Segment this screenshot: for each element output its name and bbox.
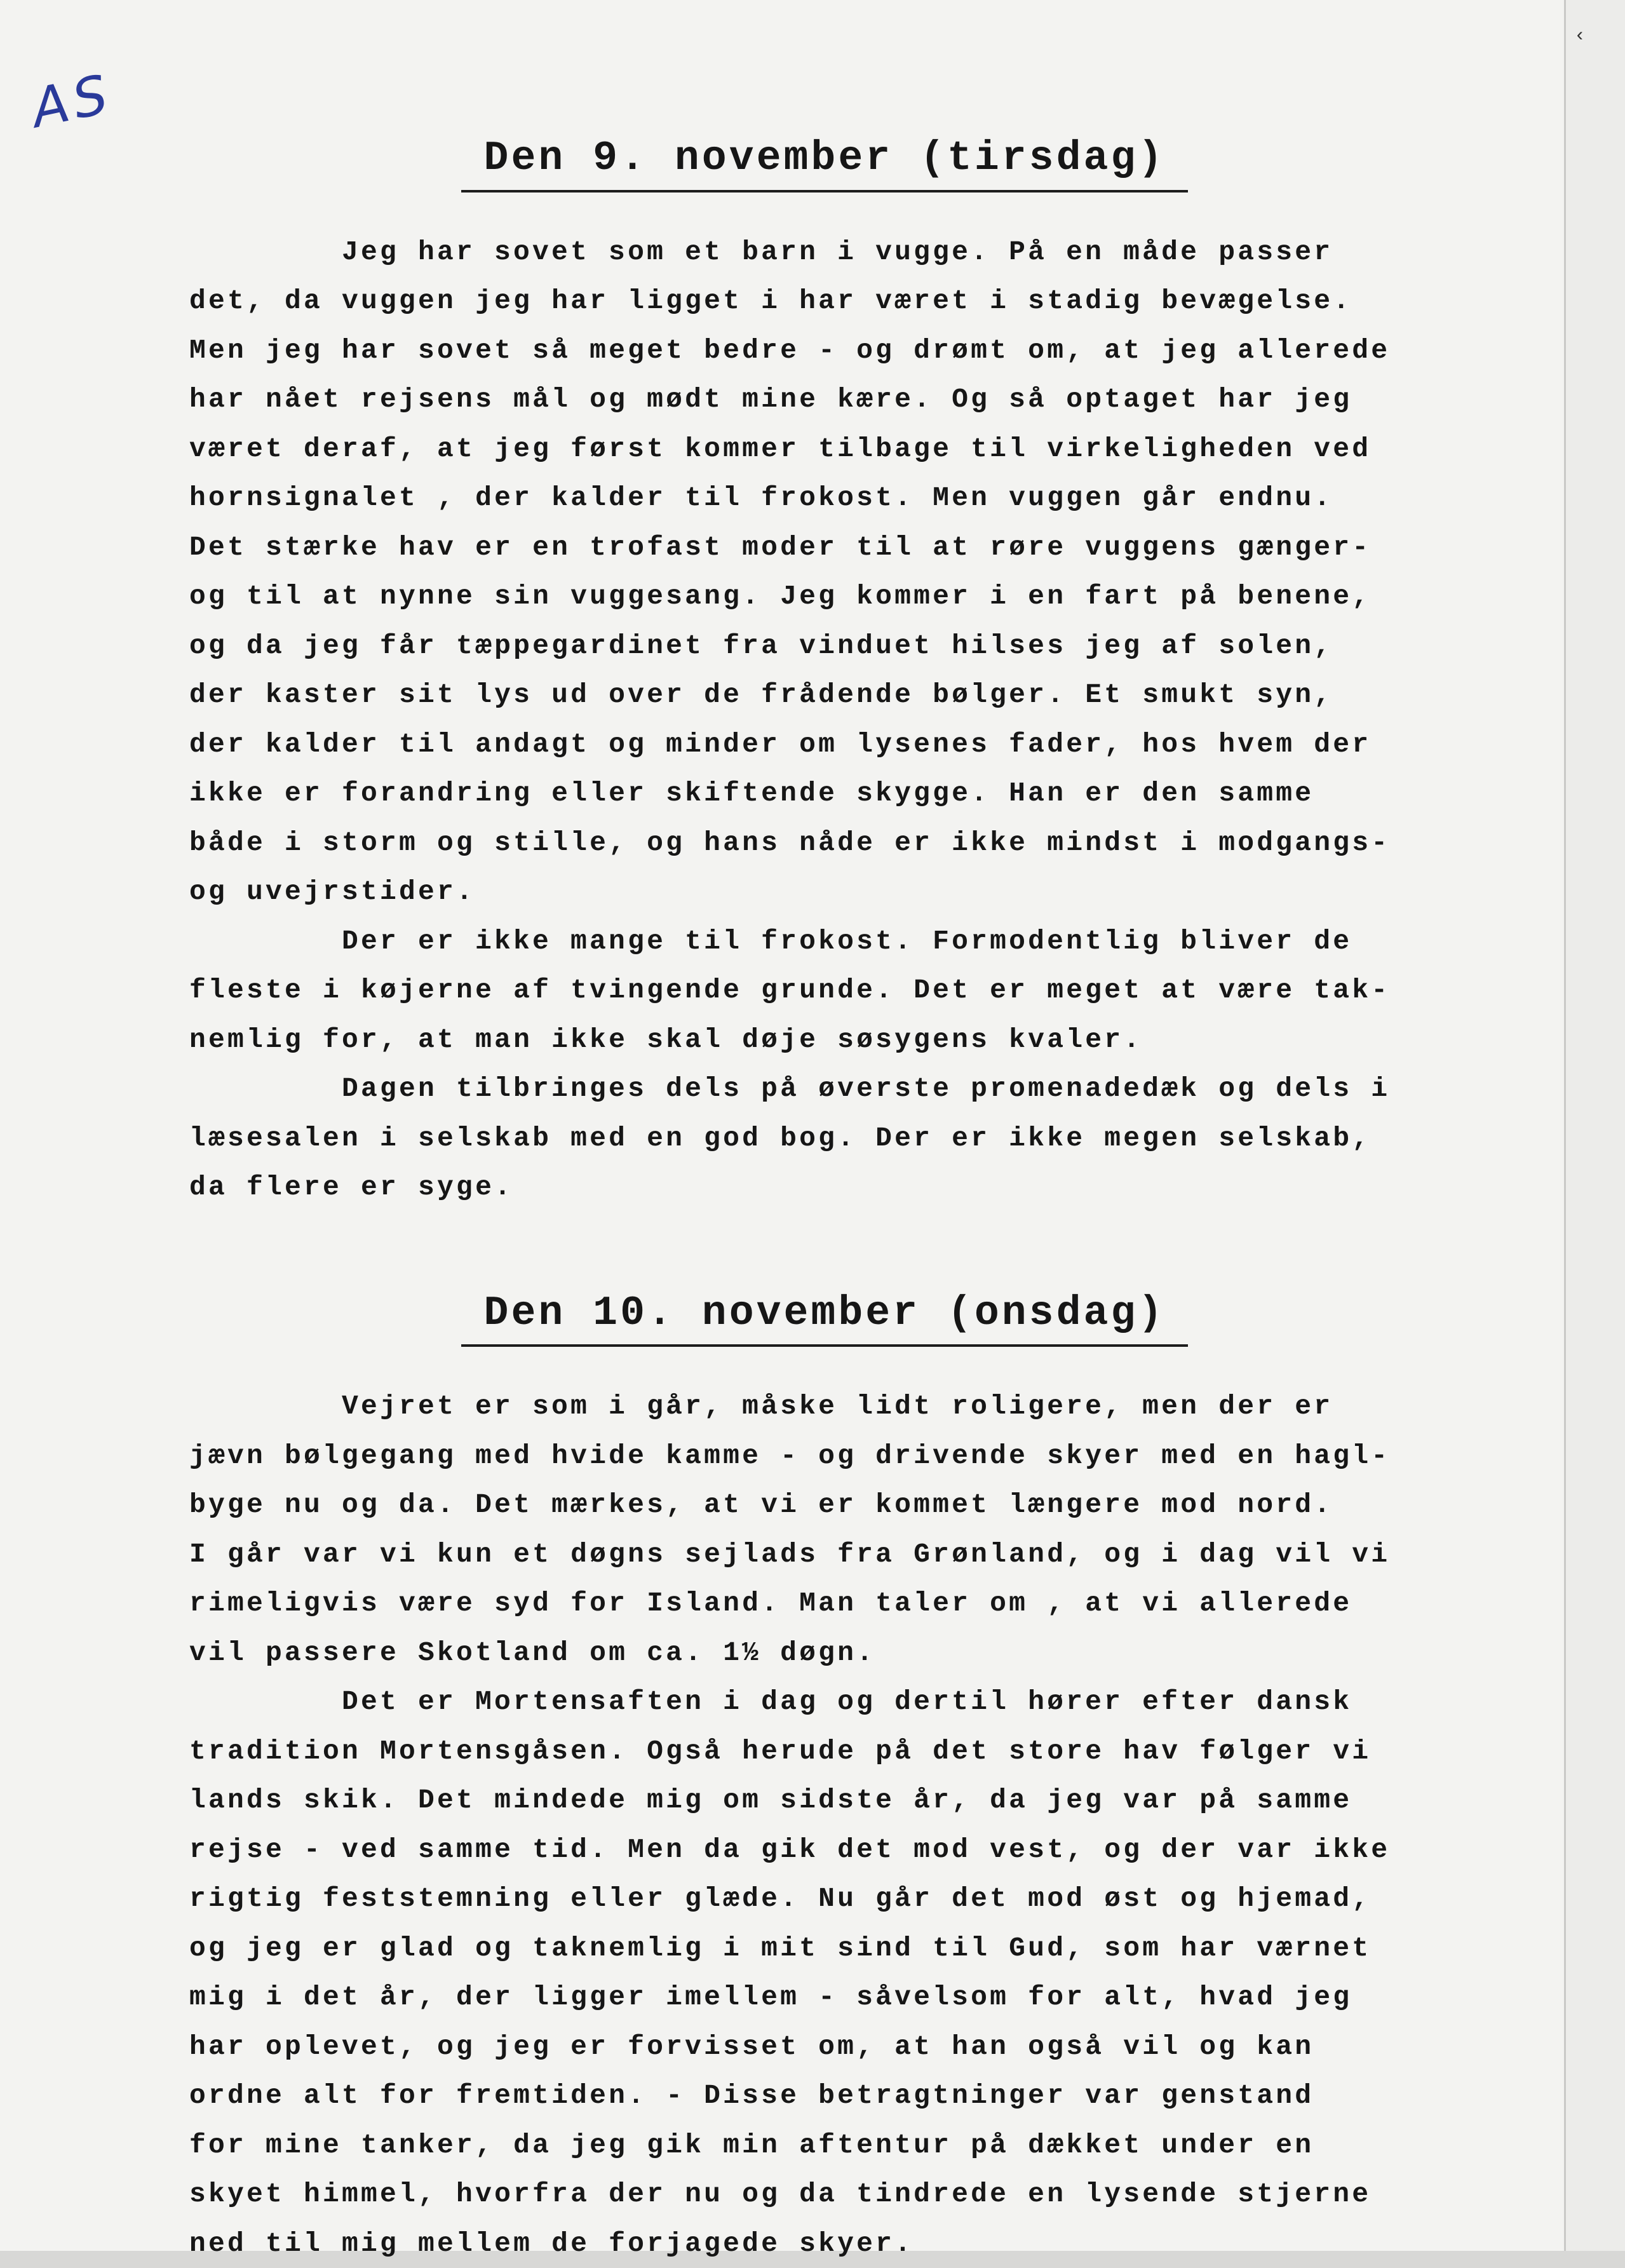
text-line: tradition Mortensgåsen. Også herude på det store hav følger vi: [189, 1727, 1460, 1776]
text-line: jævn bølgegang med hvide kamme - og drivende skyer med en hagl-: [189, 1431, 1460, 1481]
text-line: for mine tanker, da jeg gik min aftentur på dækket under en: [189, 2121, 1460, 2170]
paragraph: [189, 917, 1460, 1065]
text-line: og til at nynne sin vuggesang. Jeg kommer i en fart på benene,: [189, 572, 1460, 621]
text-line: Det stærke hav er en trofast moder til at røre vuggens gænger-: [189, 523, 1460, 572]
text-line: rimeligvis være syd for Island. Man taler om , at vi allerede: [189, 1579, 1460, 1628]
text-line: skyet himmel, hvorfra der nu og da tindrede en lysende stjerne: [189, 2170, 1460, 2219]
text-line: og da jeg får tæppegardinet fra vinduet hilses jeg af solen,: [189, 621, 1460, 671]
text-line: både i storm og stille, og hans nåde er ikke mindst i modgangs-: [189, 818, 1460, 868]
text-line: ordne alt for fremtiden. - Disse betragtninger var genstand: [189, 2071, 1460, 2121]
text-line: der kaster sit lys ud over de frådende bølger. Et smukt syn,: [189, 670, 1460, 720]
text-line: har oplevet, og jeg er forvisset om, at han også vil og kan: [189, 2022, 1460, 2072]
text-line: vil passere Skotland om ca. 1½ døgn.: [189, 1628, 1460, 1678]
text-line: været deraf, at jeg først kommer tilbage til virkeligheden ved: [189, 424, 1460, 474]
paragraph: [189, 1677, 1460, 2268]
text-line: der kalder til andagt og minder om lysenes fader, hos hvem der: [189, 720, 1460, 769]
paragraph: [189, 1382, 1460, 1677]
text-line: Vejret er som i går, måske lidt roligere, men der er: [189, 1382, 1460, 1431]
text-line: og jeg er glad og taknemlig i mit sind til Gud, som har værnet: [189, 1924, 1460, 1973]
section-heading-nov-9: [189, 138, 1460, 192]
text-line: I går var vi kun et døgns sejlads fra Grønland, og i dag vil vi: [189, 1530, 1460, 1579]
edge-mark: ‹: [1574, 25, 1586, 47]
text-line: Men jeg har sovet så meget bedre - og drømt om, at jeg allerede: [189, 326, 1460, 375]
text-line: Der er ikke mange til frokost. Formodentlig bliver de: [189, 917, 1460, 966]
text-line: har nået rejsens mål og mødt mine kære. Og så optaget har jeg: [189, 375, 1460, 424]
text-line: læsesalen i selskab med en god bog. Der er ikke megen selskab,: [189, 1114, 1460, 1163]
text-line: nemlig for, at man ikke skal døje søsygens kvaler.: [189, 1015, 1460, 1065]
text-line: byge nu og da. Det mærkes, at vi er kommet længere mod nord.: [189, 1480, 1460, 1530]
heading-text: Den 10. november (onsdag): [461, 1293, 1189, 1347]
document-body: [189, 138, 1460, 2268]
text-line: hornsignalet , der kalder til frokost. Men vuggen går endnu.: [189, 473, 1460, 523]
text-line: da flere er syge.: [189, 1163, 1460, 1212]
text-line: det, da vuggen jeg har ligget i har været i stadig bevægelse.: [189, 276, 1460, 326]
text-line: Det er Mortensaften i dag og dertil hører efter dansk: [189, 1677, 1460, 1727]
paragraph: [189, 1064, 1460, 1212]
text-line: Dagen tilbringes dels på øverste promenadedæk og dels i: [189, 1064, 1460, 1114]
text-line: rejse - ved samme tid. Men da gik det mod vest, og der var ikke: [189, 1825, 1460, 1875]
text-line: mig i det år, der ligger imellem - såvelsom for alt, hvad jeg: [189, 1973, 1460, 2022]
text-line: ikke er forandring eller skiftende skygge. Han er den samme: [189, 769, 1460, 818]
text-line: ned til mig mellem de forjagede skyer.: [189, 2219, 1460, 2268]
text-line: rigtig feststemning eller glæde. Nu går det mod øst og hjemad,: [189, 1874, 1460, 1924]
handwritten-margin-note: AS: [26, 62, 118, 140]
paragraph: [189, 227, 1460, 917]
section-heading-nov-10: [189, 1293, 1460, 1347]
text-line: lands skik. Det mindede mig om sidste år, da jeg var på samme: [189, 1776, 1460, 1825]
text-line: Jeg har sovet som et barn i vugge. På en måde passer: [189, 227, 1460, 277]
text-line: og uvejrstider.: [189, 867, 1460, 917]
page-edge-shadow: [1564, 0, 1625, 2251]
heading-text: Den 9. november (tirsdag): [461, 138, 1189, 192]
text-line: fleste i køjerne af tvingende grunde. Det er meget at være tak-: [189, 966, 1460, 1015]
